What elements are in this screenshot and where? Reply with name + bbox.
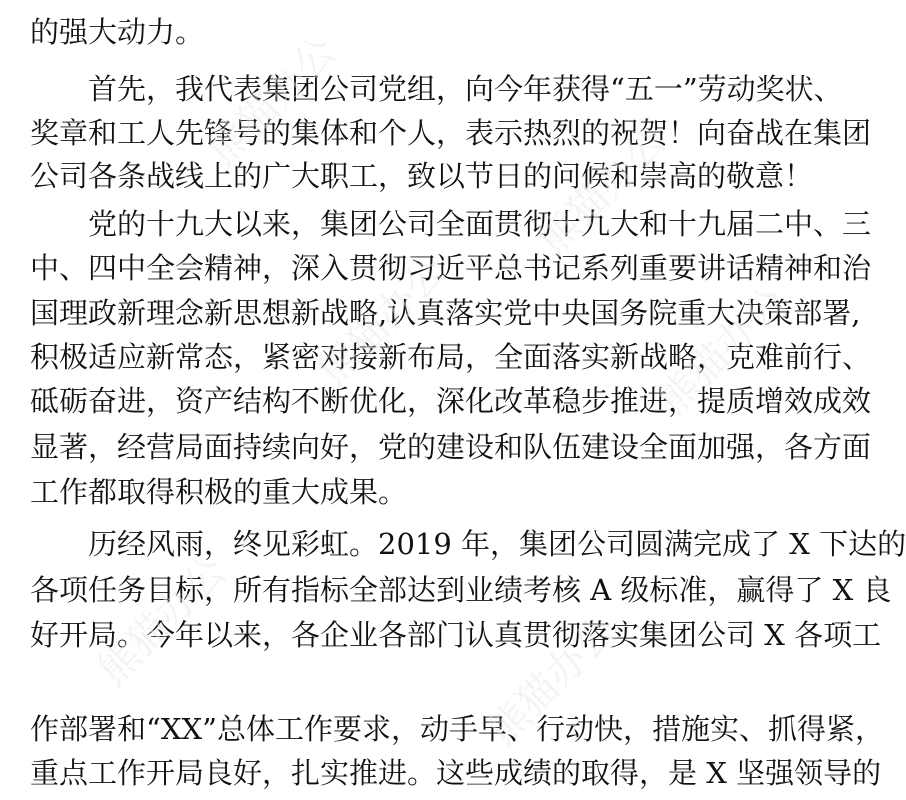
text-line-8: 积极适应新常态，紧密对接新布局，全面落实新战略，克难前行、	[30, 340, 872, 374]
text-line-9: 砥砺奋进，资产结构不断优化，深化改革稳步推进，提质增效成效	[30, 384, 872, 418]
text-line-5: 党的十九大以来，集团公司全面贯彻十九大和十九届二中、三	[88, 207, 872, 241]
text-line-12: 历经风雨，终见彩虹。2019 年，集团公司圆满完成了 X 下达的	[88, 527, 906, 561]
watermark: 熊猫办公	[529, 118, 676, 264]
clipped-top-text	[30, 0, 780, 1]
watermark: 熊猫办公	[479, 608, 626, 754]
clipped-top-line	[30, 0, 780, 2]
text-line-10: 显著，经营局面持续向好，党的建设和队伍建设全面加强，各方面	[30, 430, 872, 464]
text-line-6: 中、四中全会精神，深入贯彻习近平总书记系列重要讲话精神和治	[30, 251, 872, 285]
text-line-11: 工作都取得积极的重大成果。	[30, 475, 408, 509]
text-line-1: 的强大动力。	[30, 15, 205, 49]
text-line-16: 重点工作开局良好，扎实推进。这些成绩的取得，是 X 坚强领导的	[30, 756, 882, 790]
text-line-4: 公司各条战线上的广大职工，致以节日的问候和崇高的敬意！	[30, 159, 814, 193]
watermark: 熊猫办公	[309, 248, 456, 394]
watermark: 熊猫办公	[89, 548, 236, 694]
text-line-13: 各项任务目标，所有指标全部达到业绩考核 A 级标准，赢得了 X 良	[30, 573, 892, 607]
text-line-7: 国理政新理念新思想新战略,认真落实党中央国务院重大决策部署,	[30, 296, 861, 330]
watermark: 熊猫办公	[649, 278, 796, 424]
text-line-3: 奖章和工人先锋号的集体和个人，表示热烈的祝贺！向奋战在集团	[30, 116, 872, 150]
text-line-2: 首先，我代表集团公司党组，向今年获得“五一”劳动奖状、	[88, 72, 843, 106]
watermark: 熊猫办公	[199, 28, 346, 174]
text-line-14: 好开局。今年以来，各企业各部门认真贯彻落实集团公司 X 各项工	[30, 618, 882, 652]
text-line-15: 作部署和“XX”总体工作要求，动手早、行动快，措施实、抓得紧，	[30, 712, 884, 746]
